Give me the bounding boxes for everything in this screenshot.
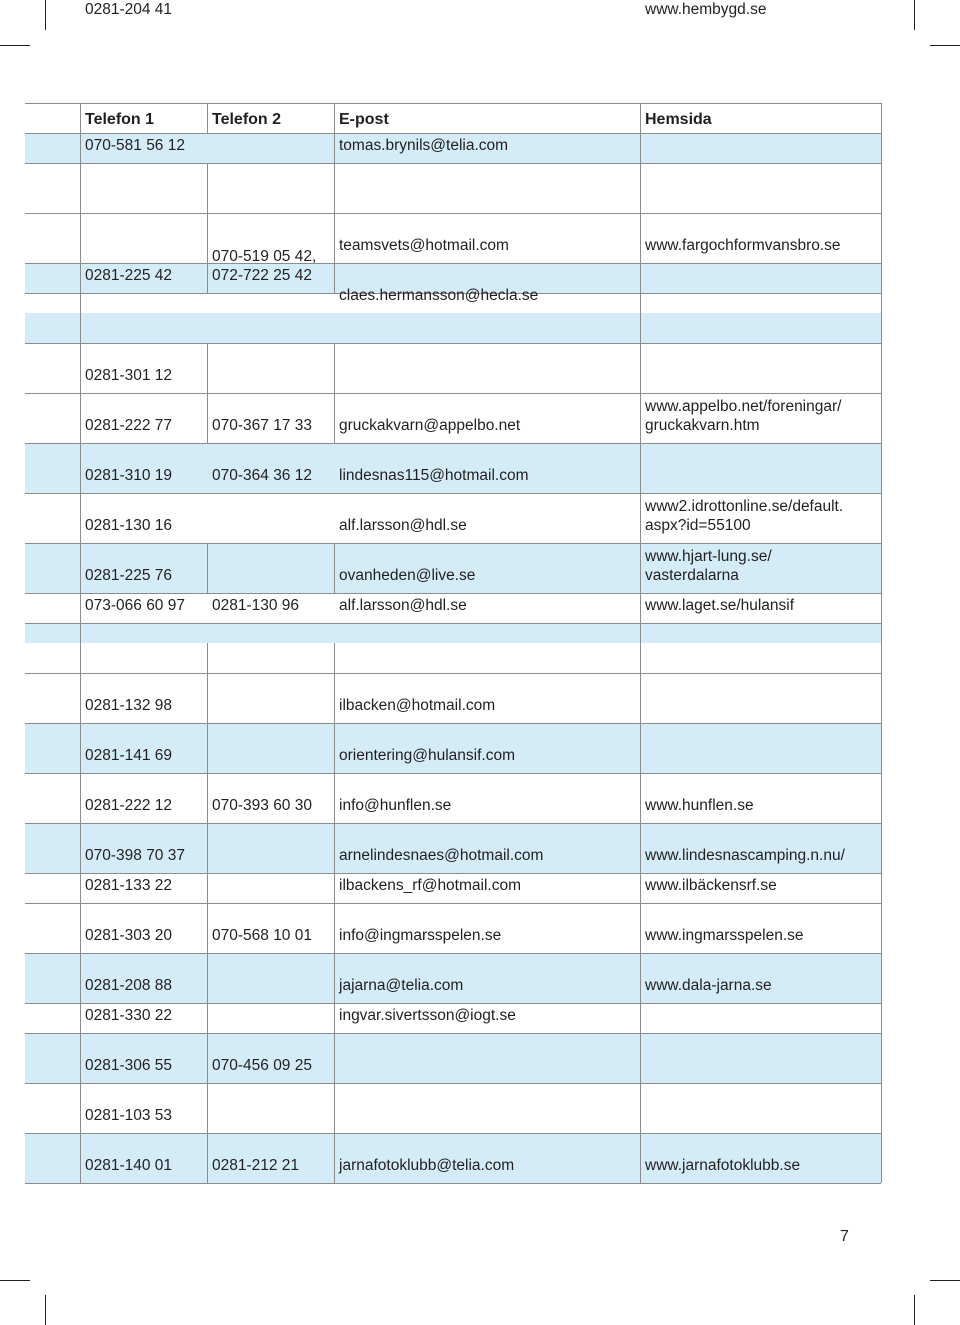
cell-line: 0281-141 69 [85,747,173,764]
table-rule [25,443,881,444]
column-rule [80,103,81,1183]
cell-line: 070-398 70 37 [85,847,185,864]
telefon-1-cell [85,266,172,285]
table-rule [25,213,881,214]
telefon-1-cell [85,136,185,155]
table-rule [25,1083,881,1084]
telefon-2-cell [212,247,316,285]
e-post-cell [339,1006,516,1025]
cell-line: www.jarnafotoklubb.se [645,1157,801,1174]
cell-line: 070-367 17 33 [212,417,312,434]
table-rule [25,543,881,544]
telefon-2-cell [212,1056,312,1075]
telefon-1-cell [85,876,172,895]
table-rule [25,343,881,344]
hemsida-cell [645,1156,800,1175]
e-post-cell [339,416,520,435]
e-post-cell [339,796,451,815]
table-rule [25,673,881,674]
cell-line: www.hunflen.se [645,797,754,814]
cell-line: 0281-225 76 [85,567,173,584]
cell-line: lindesnas115@hotmail.com [339,467,529,484]
cell-line: alf.larsson@hdl.se [339,597,467,614]
header-hemsida: Hemsida [645,111,712,128]
cell-line: 070-364 36 12 [212,467,312,484]
table-rule [25,903,881,904]
telefon-2-cell [212,926,312,945]
column-rule [334,343,335,443]
telefon-1-cell [85,796,172,815]
e-post-cell [339,876,521,895]
header-telefon-2: Telefon 2 [212,111,282,128]
telefon-1-cell [85,516,172,535]
column-rule [207,643,208,1183]
cell-line: ilbackens_rf@hotmail.com [339,877,521,894]
column-rule [334,543,335,593]
cell-line: arnelindesnaes@hotmail.com [339,847,544,864]
telefon-1-cell [85,1156,172,1175]
cell-line: 0281-133 22 [85,877,173,894]
cell-line: 0281-303 20 [85,927,173,944]
cell-line: 070-568 10 01 [212,927,312,944]
cell-line: gruckakvarn@appelbo.net [339,417,521,434]
telefon-2-cell [212,466,312,485]
header-e-post: E-post [339,111,389,128]
column-rule [207,103,208,133]
telefon-1-cell [85,746,172,765]
cell-line: www.dala-jarna.se [645,977,772,994]
telefon-1-cell [85,596,185,615]
e-post-cell [339,596,467,615]
table-rule [25,773,881,774]
cell-line: 0281-208 88 [85,977,173,994]
telefon-1-cell [85,466,172,485]
cell-line: www.lindesnascamping.n.nu/ [645,847,845,864]
column-rule [207,343,208,443]
column-rule [207,543,208,593]
table-rule [25,1183,881,1184]
telefon-1-cell [85,696,172,715]
table-rule [25,723,881,724]
cell-line: ovanheden@live.se [339,567,476,584]
cell-line: www.appelbo.net/foreningar/ [645,398,842,415]
e-post-cell [339,976,463,995]
hemsida-cell [645,547,772,585]
cell-line: 0281-130 16 [85,517,173,534]
telefon-2-cell [212,416,312,435]
column-rule [881,103,882,1183]
table-rule [25,103,881,104]
hemsida-cell [645,596,794,615]
table-rule [25,1033,881,1034]
cell-line: www.ingmarsspelen.se [645,927,804,944]
cell-line: 070-456 09 25 [212,1057,312,1074]
page-number: 7 [840,1228,849,1245]
e-post-cell [339,926,501,945]
telefon-1-cell [85,976,172,995]
cell-line: 0281-103 53 [85,1107,173,1124]
hemsida-cell [645,497,843,535]
column-rule [334,103,335,293]
telefon-1-cell [85,926,172,945]
table-rule [25,163,881,164]
cell-line: 0281-212 21 [212,1157,300,1174]
hemsida-cell [645,236,841,255]
table-rule [25,623,881,624]
telefon-1-cell [85,566,172,585]
cell-line: ilbacken@hotmail.com [339,697,496,714]
hemsida-cell [645,397,841,435]
cell-line: jarnafotoklubb@telia.com [339,1157,515,1174]
cell-line: 0281-222 12 [85,797,173,814]
cell-line: www.fargochformvansbro.se [645,237,841,254]
cell-line: 0281-140 01 [85,1157,173,1174]
e-post-cell [339,1156,514,1175]
cell-line: 0281-330 22 [85,1007,173,1024]
e-post-cell [339,516,467,535]
cell-line: 0281-301 12 [85,367,173,384]
telefon-2-cell [212,1156,299,1175]
telefon-1-cell [85,1106,172,1125]
table-rule [25,953,881,954]
table-rule [25,873,881,874]
cell-line: www.laget.se/hulansif [645,597,795,614]
e-post-cell [339,566,475,585]
cell-line: www.hjart-lung.se/ [645,548,772,565]
cell-line: info@ingmarsspelen.se [339,927,502,944]
cell-line: teamsvets@hotmail.com [339,237,509,254]
telefon-1-cell [85,0,172,19]
telefon-1-cell [85,1006,172,1025]
e-post-cell [339,846,543,865]
table-rule [25,263,881,264]
hemsida-cell [645,926,804,945]
table-rule [25,493,881,494]
cell-line: aspx?id=55100 [645,517,751,534]
table-rule [25,1003,881,1004]
cell-line: alf.larsson@hdl.se [339,517,467,534]
cell-line: 0281-132 98 [85,697,173,714]
table-rule [25,133,881,134]
table-row-band [25,623,881,643]
cell-line: jajarna@telia.com [339,977,464,994]
hemsida-cell [645,796,754,815]
cell-line: tomas.brynils@telia.com [339,137,509,154]
e-post-cell [339,286,538,305]
telefon-2-cell [212,596,299,615]
telefon-2-cell [212,796,312,815]
e-post-cell [339,466,529,485]
column-rule [640,103,641,1183]
cell-line: info@hunflen.se [339,797,452,814]
header-telefon-1: Telefon 1 [85,111,155,128]
hemsida-cell [645,0,766,19]
telefon-1-cell [85,416,172,435]
e-post-cell [339,696,495,715]
cell-line: vasterdalarna [645,567,739,584]
hemsida-cell [645,876,777,895]
hemsida-cell [645,846,845,865]
cell-line: www.hembygd.se [645,1,767,18]
e-post-cell [339,136,508,155]
cell-line: gruckakvarn.htm [645,417,760,434]
table-rule [25,593,881,594]
column-rule [334,643,335,1183]
cell-line: www.ilbäckensrf.se [645,877,777,894]
table-rule [25,393,881,394]
cell-line: 070-519 05 42, [212,248,317,265]
telefon-1-cell [85,366,172,385]
cell-line: 0281-130 96 [212,597,300,614]
cell-line: 070-393 60 30 [212,797,312,814]
cell-line: 0281-306 55 [85,1057,173,1074]
hemsida-cell [645,976,772,995]
cell-line: 072-722 25 42 [212,267,312,284]
cell-line: 070-581 56 12 [85,137,185,154]
table-row-band [25,313,881,343]
table-rule [25,823,881,824]
telefon-1-cell [85,1056,172,1075]
table-rule [25,1133,881,1134]
cell-line: 0281-204 41 [85,1,173,18]
cell-line: 0281-225 42 [85,267,173,284]
cell-line: 0281-310 19 [85,467,173,484]
cell-line: orientering@hulansif.com [339,747,515,764]
cell-line: 073-066 60 97 [85,597,185,614]
e-post-cell [339,746,515,765]
e-post-cell [339,236,509,255]
cell-line: claes.hermansson@hecla.se [339,287,539,304]
cell-line: www2.idrottonline.se/default. [645,498,844,515]
cell-line: ingvar.sivertsson@iogt.se [339,1007,516,1024]
cell-line: 0281-222 77 [85,417,173,434]
telefon-1-cell [85,846,185,865]
column-rule [207,163,208,293]
